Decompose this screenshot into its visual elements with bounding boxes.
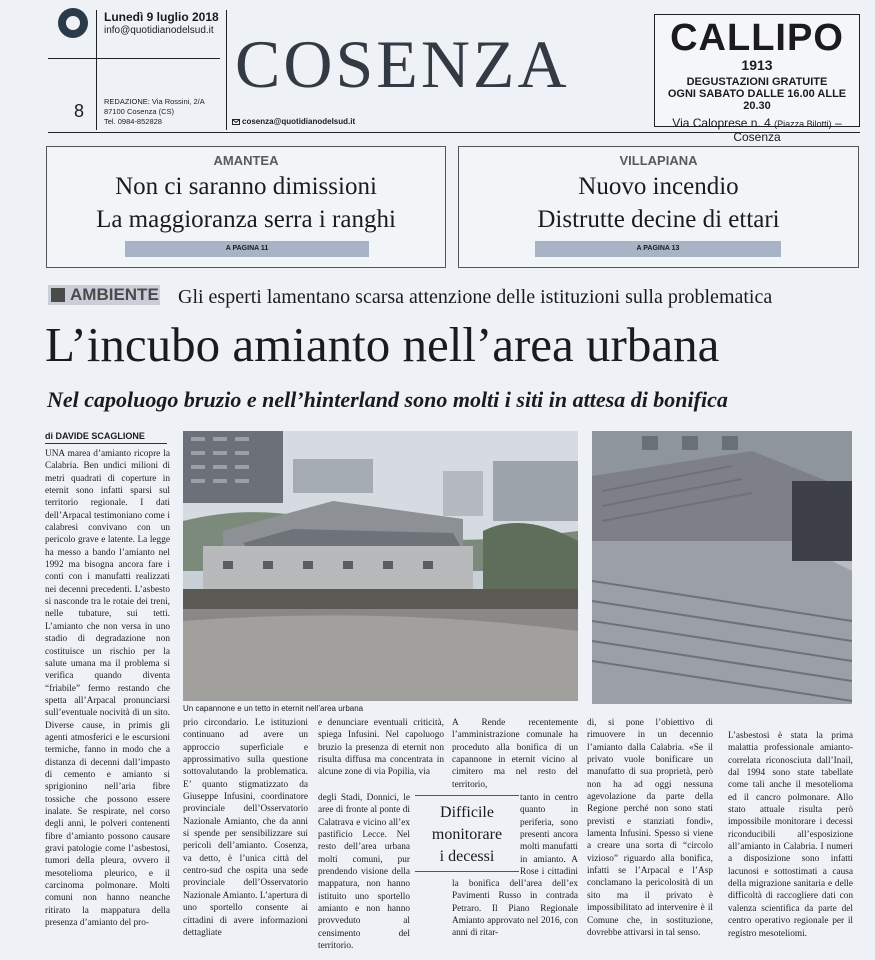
photo-caption: Un capannone e un tetto in eternit nell’area urbana — [183, 704, 364, 713]
photo-eternit-roof — [592, 431, 852, 704]
teaser-place: AMANTEA — [213, 153, 279, 168]
section-email: cosenza@quotidianodelsud.it — [242, 117, 356, 126]
article-headline: L’incubo amianto nell’area urbana — [45, 317, 720, 372]
article-column-6: L’asbestosi è stata la prima malattia professionale amianto-correlata riconosciuta dall’Inail, dal 1994 sono state tabellate come tali anche il mesotelioma ed il cancro polmonare. Allo stato attuale risulta però impossibile monitorare i decessi riconducibili all’esposizione all’amianto in Calabria. I numeri a disposizione sono infatti lacunosi e sottostimati a causa della migrazione sanitaria e delle difficoltà di raccogliere dati con valenza scientifica da parte del centro operativo regionale per il registro mesoteliomi. — [728, 731, 853, 939]
article-byline: di DAVIDE SCAGLIONE — [45, 431, 145, 441]
teaser-headline-2: Distrutte decine di ettari — [537, 206, 780, 233]
teaser-headline-2: La maggioranza serra i ranghi — [96, 206, 396, 233]
teaser-headline-1: Non ci saranno dimissioni — [115, 173, 377, 200]
article-column-3-bottom: degli Stadi, Donnici, le aree di fronte al ponte di Calatrava e vicino all’ex pastificio Lecce. Nel resto dell’area urbana molti comuni, pur prendendo visione della mappatura, non hanno istituito uno sportello amianto e non hanno provveduto al censimento del territorio. — [318, 793, 410, 952]
section-title: COSENZA — [235, 26, 570, 102]
masthead-vertical-rule-2 — [226, 10, 227, 130]
redazione-info: REDAZIONE: Via Rossini, 2/A 87100 Cosenza (CS) Tel. 0984-852828 — [104, 97, 205, 126]
teaser-page-ref: A PAGINA 13 — [535, 241, 781, 257]
teaser-page-ref: A PAGINA 11 — [125, 241, 369, 257]
teaser-villapiana[interactable] — [458, 146, 859, 268]
masthead-divider — [48, 58, 220, 59]
article-column-4-top: A Rende recentemente l’amministrazione comunale ha proceduto alla bonifica di un capannone in eternit vicino al cimitero ma nel resto del territorio, — [452, 718, 578, 790]
photo-warehouse — [183, 431, 578, 701]
article-subhead: Nel capoluogo bruzio e nell’hinterland sono molti i siti in attesa di bonifica — [47, 387, 728, 412]
article-column-3-top: e denunciare eventuali criticità, spiega Infusini. Nel capoluogo bruzio la presenza di eternit non risulta diffusa ma concentrata in alcune zone di via Popilia, via — [318, 718, 444, 778]
masthead-vertical-rule — [96, 10, 97, 130]
teaser-headline-1: Nuovo incendio — [578, 173, 739, 200]
article-kicker: Gli esperti lamentano scarsa attenzione delle istituzioni sulla problematica — [178, 286, 773, 308]
article-column-4-middle: tanto in centro quanto in periferia, sono presenti ancora molti manufatti in amianto. A Rose i cittadini — [520, 793, 578, 876]
teaser-amantea[interactable] — [46, 146, 446, 268]
advert-line-1: DEGUSTAZIONI GRATUITE — [686, 76, 828, 88]
article-column-5: di, si pone l’obiettivo di rimuovere in un decennio l’amianto dalla Calabria. «Se il privato vuole bonificare un manufatto di sua proprietà, però non ha ad oggi nessuna agevolazione da parte della Regione perché non sono stati previsti e stanziati fondi», lamenta Infusini. Spesso si viene a creare una sorta di “circolo vizioso” riguardo alla bonifica, infatti se l’Arpacal e l’Asp conclamano la pericolosità di un sito ma il privato è impossibilitato ad intervenire è il Comune che, in sostituzione, dovrebbe attivarsi in tal senso. — [587, 718, 713, 938]
page-number: 8 — [74, 101, 85, 121]
advert-year: 1913 — [741, 57, 773, 73]
advert-line-2: OGNI SABATO DALLE 16.00 ALLE 20.30 — [667, 88, 847, 112]
mail-icon — [232, 118, 240, 126]
article-column-2: prio circondario. Le istituzioni continuano ad avere un approccio superficiale e approssimativo sulla questione sottovalutando la problematica. E’ quanto stigmatizzato da Giuseppe Infusini, coordinatore provinciale dell’Osservatorio Nazionale Amianto, che da anni si spende per sensibilizzare sui pericoli dell’amianto. Cosenza, va detto, è l’unica città del centro-sud che ospita una sede provinciale dell’Osservatorio Nazionale Amianto. L’apertura di uno sportello consente ai cittadini di avere informazioni dettagliate — [183, 718, 308, 938]
teaser-place: VILLAPIANA — [619, 153, 698, 168]
advert-brand: CALLIPO — [670, 17, 844, 59]
article-column-1: UNA marea d’amianto ricopre la Calabria. Ben undici milioni di metri quadrati di coperture in eternit sono infatti sparsi sul territorio regionale. I dati dell’Arpacal testimoniano come i calabresi convivano con un pericolo grave e latente. La legge ha messo a bando l’amianto nel 1992 ma bisogna ancora fare i conti con i manufatti realizzati nei decenni precedenti. L’asbesto si nasconde tra le rotaie dei treni, nelle tubature, sui tetti. L’amianto che non versa in uno stadio di degradazione non costituisce un rischio per la salute umana ma il problema si verifica quando diventa “friabile” fermo restando che spetta all’Arpacal pronunciarsi sull’eventuale nocività di un sito. Diverse cause, in primis gli agenti atmosferici e le escursioni termiche, fanno in modo che a distanza di decenni dall’impasto di cemento e amianto si sprigionino nell’aria fibre tossiche che possono essere inalate. Se respirate, nel corso degli anni, le polveri contenenti fibre d’amianto possono causare gravi patologie come l’asbestosi, tumori della pleura, ovvero il mesotelioma pleurico, e il carcinoma polmonare. Molti comuni non hanno neanche ritirato la mappatura della presenza d’amianto del pro- — [45, 449, 170, 929]
newspaper-email: info@quotidianodelsud.it — [104, 25, 214, 36]
advert-callipo — [654, 14, 860, 144]
section-rubric: AMBIENTE — [48, 285, 160, 305]
advert-address: Via Caloprese n. 4 (Piazza Bilotti) – Cosenza — [672, 116, 842, 144]
byline-underline — [45, 443, 167, 444]
issue-date: Lunedì 9 luglio 2018 — [104, 10, 219, 24]
pull-quote: Difficile monitorare i decessi — [415, 795, 519, 872]
article-column-4-bottom: la bonifica dell’area dell’ex Pavimenti Russo in contrada Petraro. Il Piano Regionale Amianto approvato nel 2016, con anni di ritar- — [452, 879, 578, 939]
newspaper-logo — [58, 8, 88, 38]
